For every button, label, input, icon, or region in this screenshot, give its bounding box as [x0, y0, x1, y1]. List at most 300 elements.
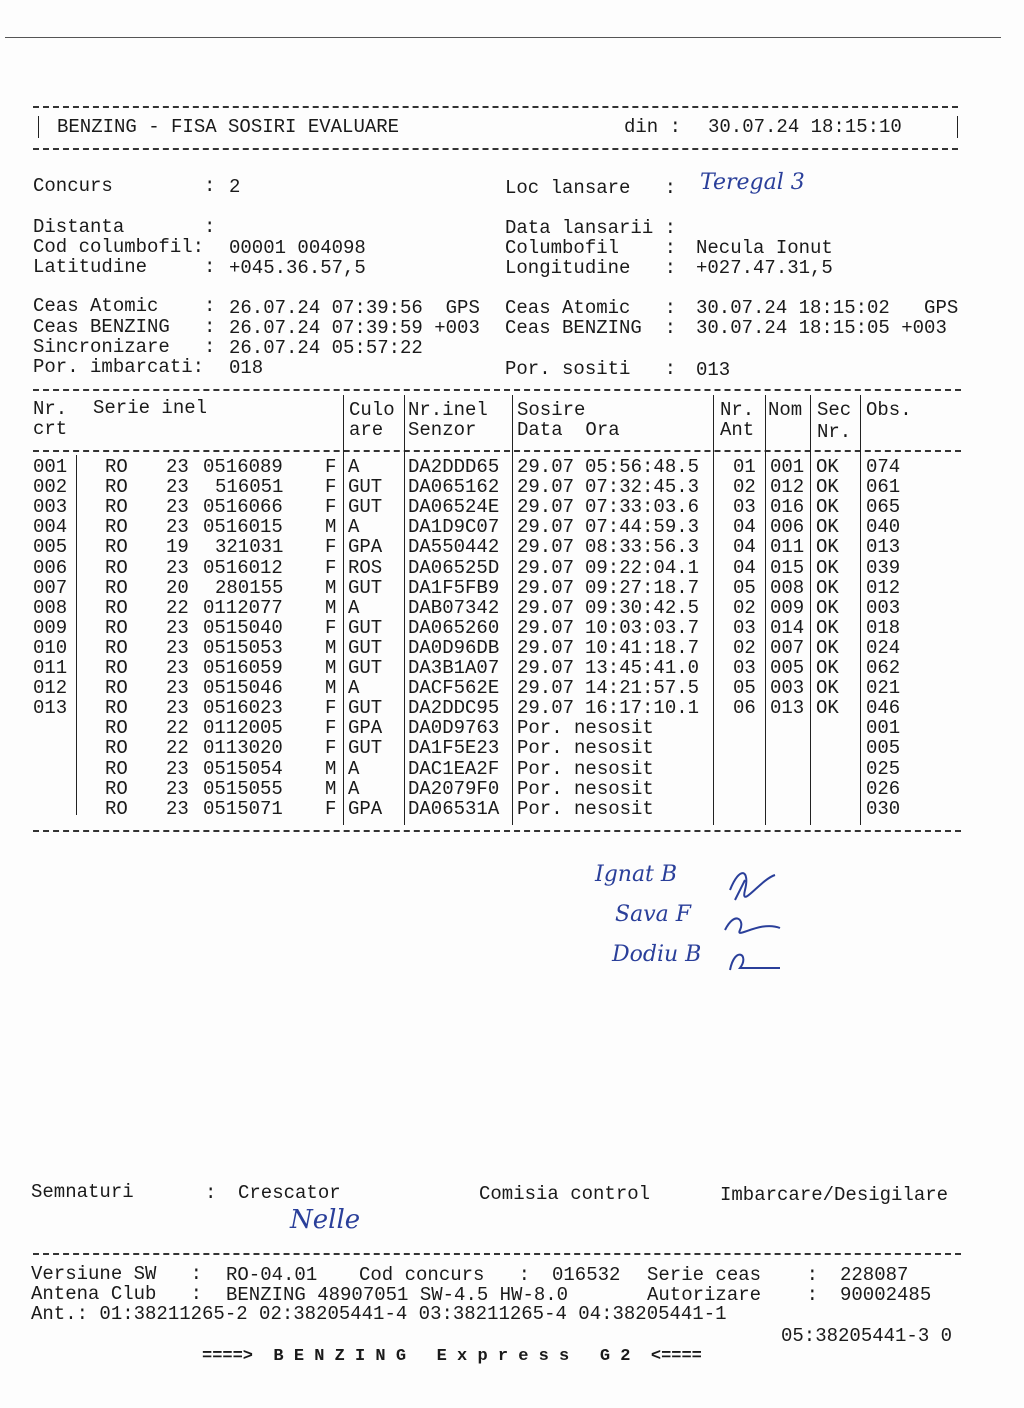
cell-year: 20 [166, 576, 189, 599]
cod-concurs-value: 016532 [552, 1264, 621, 1286]
sositi-label: Por. sositi : [505, 358, 677, 380]
cell-sensor: DA3B1A07 [408, 657, 500, 679]
table-row [0, 678, 1024, 698]
cell-time: 08:33:56.3 [585, 536, 700, 559]
table-row [0, 638, 1024, 658]
table-row [0, 497, 1024, 517]
cell-crt: 006 [33, 556, 68, 579]
table-row [0, 658, 1024, 678]
col-sec-1: Sec [817, 399, 852, 421]
cell-sensor: DA2079F0 [408, 777, 500, 800]
cell-year: 23 [166, 757, 189, 780]
cell-sec: OK [816, 556, 839, 579]
cod-columbofil-value: 00001 004098 [229, 237, 366, 259]
ceas-benzing-start: 26.07.24 07:39:59 +003 [229, 317, 480, 339]
cell-sex: F [325, 737, 337, 760]
cell-obs: 074 [866, 456, 901, 478]
ceas-atomic-label-2: Ceas Atomic : [505, 297, 677, 319]
cell-antenna: 04 [733, 536, 756, 559]
cell-time: 09:27:18.7 [585, 576, 700, 599]
header-right-border [957, 116, 958, 138]
cell-time: 09:30:42.5 [585, 596, 700, 619]
cell-date: 29.07 [517, 616, 575, 639]
cell-color: GUT [348, 737, 383, 760]
cell-obs: 013 [866, 536, 901, 559]
ceas-benzing-label-2: Ceas BENZING : [505, 317, 677, 339]
cell-country: RO [105, 697, 128, 720]
cell-ring: 0112077 [203, 596, 283, 619]
col-nr-crt-2: crt [33, 418, 68, 440]
cell-country: RO [105, 797, 128, 820]
cell-sensor: DA0D96DB [408, 636, 500, 659]
cell-sec: OK [816, 596, 839, 619]
cell-antenna: 03 [733, 496, 756, 519]
cell-ring: 280155 [215, 576, 284, 599]
comisia-label: Comisia control [479, 1183, 651, 1205]
cell-crt: 009 [33, 616, 68, 639]
cell-ring: 0515071 [203, 797, 283, 820]
cell-nom: 005 [770, 657, 805, 679]
cell-year: 23 [166, 516, 189, 539]
cell-antenna: 02 [733, 636, 756, 659]
cell-ring: 516051 [215, 476, 284, 499]
cell-country: RO [105, 657, 128, 679]
cell-country: RO [105, 556, 128, 579]
col-obs: Obs. [866, 399, 912, 421]
table-row [0, 759, 1024, 779]
concurs-label: Concurs : [33, 175, 216, 197]
cell-crt: 001 [33, 456, 68, 478]
cell-date: 29.07 [517, 456, 575, 478]
cell-year: 23 [166, 556, 189, 579]
cell-sex: M [325, 677, 337, 700]
antenna-list-2: 05:38205441-3 0 [781, 1325, 953, 1347]
cell-date: 29.07 [517, 556, 575, 579]
antena-value: BENZING 48907051 SW-4.5 HW-8.0 [226, 1284, 569, 1306]
cell-date: 29.07 [517, 697, 575, 720]
cell-date: 29.07 [517, 536, 575, 559]
cell-obs: 003 [866, 596, 901, 619]
table-bottom-border [33, 830, 961, 832]
cell-ring: 0515054 [203, 757, 283, 780]
cell-obs: 062 [866, 657, 901, 679]
cell-sensor: DA1D9C07 [408, 516, 500, 539]
loc-lansare-label: Loc lansare : [505, 177, 677, 199]
imbarcati-value: 018 [229, 357, 264, 379]
longitudine-label: Longitudine : [505, 257, 677, 279]
cell-color: GUT [348, 697, 383, 720]
cell-date: 29.07 [517, 476, 575, 499]
cell-year: 23 [166, 636, 189, 659]
data-lansarii-label: Data lansarii : [505, 217, 677, 239]
cell-crt: 011 [33, 657, 68, 679]
print-date: 30.07.24 18:15:10 [708, 116, 902, 138]
cell-obs: 025 [866, 757, 901, 780]
cell-country: RO [105, 496, 128, 519]
cell-color: A [348, 777, 360, 800]
col-sosire-1: Sosire [517, 399, 586, 421]
cell-country: RO [105, 636, 128, 659]
table-row [0, 558, 1024, 578]
cell-sensor: DA06525D [408, 556, 500, 579]
semnaturi-colon: : [205, 1182, 217, 1204]
columbofil-value: Necula Ionut [696, 237, 833, 259]
cell-year: 19 [166, 536, 189, 559]
cell-nom: 007 [770, 636, 805, 659]
cell-sec: OK [816, 576, 839, 599]
col-ant-1: Nr. [720, 399, 755, 421]
table-row [0, 578, 1024, 598]
cell-sec: OK [816, 456, 839, 478]
cell-date: Por. nesosit [517, 757, 654, 780]
cell-nom: 013 [770, 697, 805, 720]
table-row [0, 457, 1024, 477]
cell-antenna: 02 [733, 596, 756, 619]
cell-ring: 0516023 [203, 697, 283, 720]
cell-time: 13:45:41.0 [585, 657, 700, 679]
col-nom: Nom [768, 399, 803, 421]
cell-obs: 005 [866, 737, 901, 760]
cell-nom: 006 [770, 516, 805, 539]
cell-time: 14:21:57.5 [585, 677, 700, 700]
cell-antenna: 05 [733, 576, 756, 599]
cell-sec: OK [816, 536, 839, 559]
ceas-atomic-end: 30.07.24 18:15:02 GPS [696, 297, 959, 319]
cell-country: RO [105, 677, 128, 700]
cell-country: RO [105, 516, 128, 539]
cell-country: RO [105, 456, 128, 478]
autorizare-value: 90002485 [840, 1284, 932, 1306]
cell-sec: OK [816, 636, 839, 659]
cell-sex: M [325, 576, 337, 599]
cell-year: 23 [166, 456, 189, 478]
handwritten-initials [720, 860, 800, 980]
cell-date: 29.07 [517, 596, 575, 619]
cell-ring: 0515046 [203, 677, 283, 700]
cell-year: 22 [166, 596, 189, 619]
ceas-benzing-label: Ceas BENZING : [33, 316, 216, 338]
cell-time: 10:03:03.7 [585, 616, 700, 639]
cell-country: RO [105, 476, 128, 499]
header-bottom-border [33, 148, 958, 150]
cell-obs: 026 [866, 777, 901, 800]
loc-lansare-handwritten: Teregal 3 [700, 170, 805, 195]
table-row [0, 537, 1024, 557]
table-header-border [33, 450, 961, 452]
cell-crt: 010 [33, 636, 68, 659]
handwritten-note-2: Sava F [615, 902, 691, 927]
cell-date: 29.07 [517, 496, 575, 519]
cell-sex: F [325, 616, 337, 639]
cell-nom: 012 [770, 476, 805, 499]
table-top-border [33, 389, 961, 391]
serie-ceas-value: 228087 [840, 1264, 909, 1286]
cell-sex: M [325, 636, 337, 659]
cell-ring: 321031 [215, 536, 284, 559]
cell-obs: 001 [866, 717, 901, 740]
cell-date: 29.07 [517, 576, 575, 599]
cell-time: 05:56:48.5 [585, 456, 700, 478]
cell-color: GPA [348, 797, 383, 820]
table-row [0, 718, 1024, 738]
cell-nom: 011 [770, 536, 805, 559]
cell-color: GPA [348, 536, 383, 559]
cell-sex: M [325, 757, 337, 780]
cell-sec: OK [816, 657, 839, 679]
table-row [0, 598, 1024, 618]
cell-nom: 008 [770, 576, 805, 599]
table-row [0, 477, 1024, 497]
table-row [0, 799, 1024, 819]
header-top-border [33, 106, 958, 108]
latitudine-value: +045.36.57,5 [229, 257, 366, 279]
cell-sensor: DAC1EA2F [408, 757, 500, 780]
cell-obs: 061 [866, 476, 901, 499]
cell-sec: OK [816, 496, 839, 519]
table-row [0, 698, 1024, 718]
cell-color: GUT [348, 476, 383, 499]
cell-sec: OK [816, 697, 839, 720]
cell-sensor: DAB07342 [408, 596, 500, 619]
cell-crt: 003 [33, 496, 68, 519]
cell-sensor: DA0D9763 [408, 717, 500, 740]
cell-sec: OK [816, 516, 839, 539]
longitudine-value: +027.47.31,5 [696, 257, 833, 279]
cell-year: 23 [166, 476, 189, 499]
cell-nom: 009 [770, 596, 805, 619]
antena-label: Antena Club : [31, 1283, 203, 1305]
cell-date: Por. nesosit [517, 717, 654, 740]
cell-ring: 0516066 [203, 496, 283, 519]
cell-year: 22 [166, 717, 189, 740]
cell-crt: 008 [33, 596, 68, 619]
cell-color: ROS [348, 556, 383, 579]
cell-crt: 005 [33, 536, 68, 559]
cell-nom: 003 [770, 677, 805, 700]
cell-antenna: 03 [733, 657, 756, 679]
cell-sex: F [325, 496, 337, 519]
cell-country: RO [105, 616, 128, 639]
columbofil-label: Columbofil : [505, 237, 677, 259]
cell-nom: 016 [770, 496, 805, 519]
autorizare-label: Autorizare : [647, 1284, 819, 1306]
cell-obs: 065 [866, 496, 901, 519]
cell-ring: 0515053 [203, 636, 283, 659]
cell-antenna: 06 [733, 697, 756, 720]
cell-antenna: 01 [733, 456, 756, 478]
versiune-label: Versiune SW : [31, 1263, 203, 1285]
cell-sensor: DA1F5E23 [408, 737, 500, 760]
cell-year: 23 [166, 657, 189, 679]
imbarcati-label: Por. imbarcati: [33, 356, 205, 378]
cell-obs: 040 [866, 516, 901, 539]
cell-color: A [348, 596, 360, 619]
sincronizare-label: Sincronizare : [33, 336, 216, 358]
cell-color: A [348, 757, 360, 780]
cell-date: 29.07 [517, 657, 575, 679]
cell-time: 07:33:03.6 [585, 496, 700, 519]
concurs-value: 2 [229, 176, 241, 198]
cell-obs: 018 [866, 616, 901, 639]
crescator-label: Crescator [238, 1182, 341, 1204]
cell-sec: OK [816, 616, 839, 639]
cell-antenna: 03 [733, 616, 756, 639]
cell-color: GPA [348, 717, 383, 740]
cell-obs: 046 [866, 697, 901, 720]
ceas-atomic-label: Ceas Atomic : [33, 295, 216, 317]
cell-ring: 0515040 [203, 616, 283, 639]
cell-ring: 0112005 [203, 717, 283, 740]
document-title: BENZING - FISA SOSIRI EVALUARE [57, 116, 400, 138]
cell-ring: 0516089 [203, 456, 283, 478]
sincronizare-value: 26.07.24 05:57:22 [229, 337, 423, 359]
distanta-label: Distanta : [33, 216, 216, 238]
cell-nom: 001 [770, 456, 805, 478]
cell-color: A [348, 677, 360, 700]
cell-color: A [348, 516, 360, 539]
cod-concurs-label: Cod concurs : [359, 1264, 531, 1286]
cod-columbofil-label: Cod columbofil: [33, 236, 205, 258]
cell-ring: 0113020 [203, 737, 283, 760]
cell-obs: 024 [866, 636, 901, 659]
cell-sex: F [325, 476, 337, 499]
col-serie-inel: Serie inel [93, 397, 208, 419]
cell-crt: 013 [33, 697, 68, 720]
crescator-signature: Nelle [290, 1205, 361, 1235]
cell-ring: 0516059 [203, 657, 283, 679]
cell-year: 23 [166, 797, 189, 820]
top-edge-line [5, 37, 1001, 38]
cell-sex: F [325, 697, 337, 720]
cell-country: RO [105, 737, 128, 760]
cell-sex: F [325, 556, 337, 579]
cell-antenna: 02 [733, 476, 756, 499]
cell-antenna: 05 [733, 677, 756, 700]
footer-divider [33, 1253, 961, 1255]
cell-country: RO [105, 596, 128, 619]
versiune-value: RO-04.01 [226, 1264, 318, 1286]
table-row [0, 779, 1024, 799]
latitudine-label: Latitudine : [33, 256, 216, 278]
cell-year: 23 [166, 677, 189, 700]
col-inel-1: Nr.inel [408, 399, 488, 421]
cell-sex: M [325, 777, 337, 800]
col-ant-2: Ant [720, 419, 755, 441]
sositi-value: 013 [696, 359, 731, 381]
cell-country: RO [105, 576, 128, 599]
cell-color: GUT [348, 657, 383, 679]
cell-date: Por. nesosit [517, 737, 654, 760]
cell-year: 23 [166, 777, 189, 800]
cell-year: 22 [166, 737, 189, 760]
cell-crt: 007 [33, 576, 68, 599]
cell-date: Por. nesosit [517, 777, 654, 800]
cell-sex: M [325, 516, 337, 539]
ceas-atomic-start: 26.07.24 07:39:56 GPS [229, 297, 480, 319]
cell-sex: M [325, 657, 337, 679]
cell-sex: F [325, 797, 337, 820]
date-label: din : [624, 116, 682, 138]
imbarcare-label: Imbarcare/Desigilare [720, 1184, 949, 1206]
table-row [0, 517, 1024, 537]
cell-ring: 0515055 [203, 777, 283, 800]
cell-time: 16:17:10.1 [585, 697, 700, 720]
cell-color: A [348, 456, 360, 478]
cell-antenna: 04 [733, 556, 756, 579]
cell-sec: OK [816, 476, 839, 499]
cell-crt: 002 [33, 476, 68, 499]
cell-date: 29.07 [517, 516, 575, 539]
table-row [0, 618, 1024, 638]
cell-antenna: 04 [733, 516, 756, 539]
cell-sex: F [325, 536, 337, 559]
brand-footer: ====> B E N Z I N G E x p r e s s G 2 <==== [202, 1347, 702, 1366]
cell-sensor: DA2DDC95 [408, 697, 500, 720]
cell-country: RO [105, 777, 128, 800]
handwritten-note-1: Ignat B [595, 862, 678, 887]
cell-obs: 030 [866, 797, 901, 820]
cell-crt: 004 [33, 516, 68, 539]
antenna-list: Ant.: 01:38211265-2 02:38205441-4 03:38211265-4 04:38205441-1 [31, 1303, 727, 1325]
cell-sensor: DA1F5FB9 [408, 576, 500, 599]
handwritten-note-3: Dodiu B [612, 942, 702, 967]
cell-nom: 015 [770, 556, 805, 579]
cell-color: GUT [348, 636, 383, 659]
cell-year: 23 [166, 697, 189, 720]
cell-ring: 0516015 [203, 516, 283, 539]
cell-color: GUT [348, 496, 383, 519]
cell-year: 23 [166, 616, 189, 639]
cell-crt: 012 [33, 677, 68, 700]
serie-ceas-label: Serie ceas : [647, 1264, 819, 1286]
cell-sec: OK [816, 677, 839, 700]
cell-date: Por. nesosit [517, 797, 654, 820]
cell-sex: F [325, 717, 337, 740]
cell-sex: F [325, 456, 337, 478]
table-row [0, 738, 1024, 758]
col-culoare-1: Culo [349, 399, 395, 421]
cell-date: 29.07 [517, 677, 575, 700]
cell-country: RO [105, 536, 128, 559]
cell-sensor: DA06531A [408, 797, 500, 820]
cell-country: RO [105, 757, 128, 780]
cell-sensor: DA06524E [408, 496, 500, 519]
cell-date: 29.07 [517, 636, 575, 659]
header-left-border [38, 116, 39, 138]
cell-color: GUT [348, 576, 383, 599]
cell-nom: 014 [770, 616, 805, 639]
cell-sensor: DA2DDD65 [408, 456, 500, 478]
cell-color: GUT [348, 616, 383, 639]
cell-ring: 0516012 [203, 556, 283, 579]
cell-time: 07:44:59.3 [585, 516, 700, 539]
cell-time: 10:41:18.7 [585, 636, 700, 659]
cell-sensor: DA550442 [408, 536, 500, 559]
cell-sensor: DA065162 [408, 476, 500, 499]
col-nr-crt-1: Nr. [33, 398, 68, 420]
cell-time: 09:22:04.1 [585, 556, 700, 579]
col-sec-2: Nr. [817, 421, 852, 443]
semnaturi-label: Semnaturi [31, 1181, 134, 1203]
col-sosire-2: Data Ora [517, 419, 620, 441]
cell-sensor: DA065260 [408, 616, 500, 639]
cell-year: 23 [166, 496, 189, 519]
ceas-benzing-end: 30.07.24 18:15:05 +003 [696, 317, 947, 339]
cell-sensor: DACF562E [408, 677, 500, 700]
cell-obs: 012 [866, 576, 901, 599]
cell-obs: 021 [866, 677, 901, 700]
col-inel-2: Senzor [408, 419, 477, 441]
